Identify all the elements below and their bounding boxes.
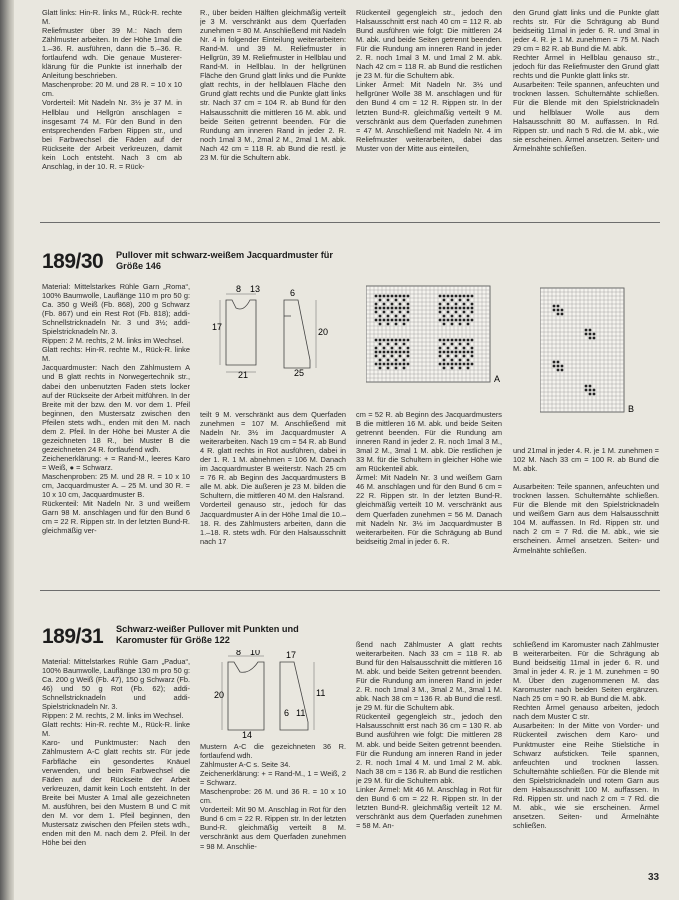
chart-stitch <box>455 339 458 342</box>
chart-stitch <box>439 347 442 350</box>
chart-stitch <box>467 351 470 354</box>
chart-stitch <box>589 337 592 340</box>
chart-stitch <box>447 355 450 358</box>
chart-stitch <box>383 355 386 358</box>
chart-stitch <box>383 311 386 314</box>
chart-stitch <box>395 315 398 318</box>
chart-stitch <box>459 299 462 302</box>
chart-stitch <box>443 351 446 354</box>
chart-stitch <box>407 339 410 342</box>
page-number: 33 <box>648 872 660 883</box>
chart-stitch <box>589 389 592 392</box>
chart-stitch <box>451 323 454 326</box>
chart-stitch <box>589 329 592 332</box>
chart-stitch <box>391 351 394 354</box>
chart-stitch <box>391 339 394 342</box>
chart-stitch <box>467 339 470 342</box>
chart-stitch <box>561 365 564 368</box>
chart-stitch <box>379 319 382 322</box>
chart-stitch <box>467 367 470 370</box>
chart-stitch <box>439 355 442 358</box>
divider-top <box>40 222 660 223</box>
chart-stitch <box>471 339 474 342</box>
chart-stitch <box>375 303 378 306</box>
s31-sch-label-2: 10 <box>250 650 261 657</box>
chart-stitch <box>471 311 474 314</box>
chart-stitch <box>447 319 450 322</box>
chart-stitch <box>443 363 446 366</box>
chart-stitch <box>589 393 592 396</box>
jacquard-chart-b <box>540 286 640 418</box>
chart-stitch <box>395 339 398 342</box>
chart-stitch <box>387 319 390 322</box>
chart-stitch <box>403 319 406 322</box>
chart-stitch <box>553 365 556 368</box>
chart-stitch <box>403 351 406 354</box>
chart-stitch <box>379 367 382 370</box>
chart-stitch <box>557 361 560 364</box>
chart-stitch <box>561 313 564 316</box>
chart-stitch <box>451 351 454 354</box>
chart-stitch <box>451 339 454 342</box>
pattern-number-30: 189/30 <box>42 250 104 273</box>
chart-stitch <box>455 347 458 350</box>
chart-stitch <box>443 343 446 346</box>
chart-stitch <box>375 363 378 366</box>
chart-stitch <box>443 339 446 342</box>
chart-stitch <box>403 307 406 310</box>
chart-stitch <box>379 323 382 326</box>
chart-stitch <box>471 347 474 350</box>
pattern-title-30: Pullover mit schwarz-weißem Jacquardmuster für Größe 146 <box>116 250 333 271</box>
chart-stitch <box>459 295 462 298</box>
chart-stitch <box>447 351 450 354</box>
chart-stitch <box>467 359 470 362</box>
chart-stitch <box>459 351 462 354</box>
chart-stitch <box>399 311 402 314</box>
chart-stitch <box>407 307 410 310</box>
chart-stitch <box>407 311 410 314</box>
s30-sch-label-3: 21 <box>238 370 249 380</box>
chart-stitch <box>455 355 458 358</box>
s31-sch-label-4: 11 <box>316 688 326 698</box>
chart-stitch <box>395 359 398 362</box>
chart-stitch <box>447 307 450 310</box>
chart-stitch <box>383 307 386 310</box>
chart-stitch <box>467 299 470 302</box>
chart-stitch <box>585 333 588 336</box>
chart-stitch <box>459 315 462 318</box>
s31-sch-label-6: 11 <box>296 708 306 718</box>
chart-stitch <box>557 305 560 308</box>
chart-stitch <box>395 363 398 366</box>
chart-stitch <box>459 363 462 366</box>
chart-stitch <box>375 311 378 314</box>
chart-stitch <box>403 295 406 298</box>
top-column-2: R., über beiden Hälften gleichmäßig verteilt je 3 M. verschränkt aus dem Querfaden zunehmen = 80 M. Anschließend mit Nadeln Nr. 4 in folgender Einteilung weiterarbeiten: Rand-M. und 39 M. Reliefmuster in Hellgrün, 39 M. Reliefmuster in Hellblau und Rand-M. in Hellblau. In der hellgrünen Fläche den Grund glatt links und die Punkte glatt rechts, in der hellblauen Fläche den Grund glatt rechts und die Punkte glatt links str. Nach 37 cm = 104 R. ab Bund für den Halsausschnitt die mittleren 16 M. abk. und beide Seiten getrennt beenden. Für die Rundung am inneren Rand in jeder 2. R. noch 1mal 3 M., 2mal 2 M., 2mal 1 M. abk. Nach 42 cm = 118 R. ab Bund die restl. je 23 M. für die Schultern abk. <box>200 8 346 162</box>
chart-stitch <box>387 343 390 346</box>
chart-stitch <box>399 355 402 358</box>
chart-stitch <box>407 351 410 354</box>
chart-stitch <box>585 385 588 388</box>
s31-sch-label-8: 14 <box>242 730 253 740</box>
chart-stitch <box>379 359 382 362</box>
chart-stitch <box>451 363 454 366</box>
chart-stitch <box>403 363 406 366</box>
chart-stitch <box>553 309 556 312</box>
chart-stitch <box>467 307 470 310</box>
chart-stitch <box>447 295 450 298</box>
pattern-number-31: 189/31 <box>42 625 104 648</box>
chart-stitch <box>593 393 596 396</box>
chart-stitch <box>395 351 398 354</box>
chart-stitch <box>451 343 454 346</box>
chart-stitch <box>447 339 450 342</box>
chart-stitch <box>459 367 462 370</box>
top-column-1: Glatt links: Hin-R. links M., Rück-R. rechte M. Reliefmuster über 39 M.: Nach dem Zählmuster arbeiten. In der Höhe 1mal die 1.–36. R. ausführen, dann die 5.–36. R. fortlaufend wdh. Die genaue Mustererklärung für die Punkte ist innerhalb der Anleitung beschrieben. Maschenprobe: 20 M. und 28 R. = 10 x 10 cm. Vorderteil: Mit Nadeln Nr. 3½ je 37 M. in Hellblau und Hellgrün anschlagen = insgesamt 74 M. Für den Bund in den entsprechenden Farben Rippen str., und bei Farbwechsel die Fäden auf der Rückseite der Arbeit verkreuzen, damit kein Loch entsteht. Nach 3 cm ab Anschlag, in der 10. R. = Rück- <box>42 8 182 171</box>
chart-stitch <box>403 359 406 362</box>
chart-stitch <box>383 339 386 342</box>
chart-stitch <box>471 355 474 358</box>
s30-column-2: teilt 9 M. verschränkt aus dem Querfaden zunehmen = 107 M. Anschließend mit Nadeln Nr. 3½ im Jacquardmuster A weiterarbeiten. Nach 19 cm = 54 R. ab Bund 4 R. glatt rechts in Rot ausführen, dabei in der 1. R. 1 M. abnehmen = 106 M. Danach im Jacquardmuster B weiterstr. Nach 25 cm = 76 R. ab Beginn des Jacquardmusters B alle M. abk. Die äußeren je 23 M. bilden die Schultern, die mittleren 40 M. den Halsrand. Vorderteil genauso str., jedoch für das Jacquardmuster A in der Höhe 1mal die 10.–18. R. des Zählmusters arbeiten, dann die 1.–18. R. stets wdh. Für den Halsausschnitt nach 17 <box>200 410 346 546</box>
top-column-3: Rückenteil gegengleich str., jedoch den Halsausschnitt erst nach 40 cm = 112 R. ab Bund ausführen wie folgt: Die mittleren 24 M. abk. und beide Seiten getrennt beenden. Für die Rundung am inneren Rand in jeder 2. R. noch 1mal 3 M. und 1mal 2 M. abk. Nach 42 cm = 118 R. ab Bund die restlichen je 23 M. für die Schultern abk. Linker Ärmel: Mit Nadeln Nr. 3½ und hellgrüner Wolle 38 M. anschlagen und für den Bund 4 cm = 12 R. Rippen str. In der letzten Bund-R. gleichmäßig verteilt 9 M. verschränkt aus dem Querfaden zunehmen = 47 M. Anschließend mit Nadeln Nr. 4 im Reliefmuster weiterarbeiten, dabei das Muster von der Mitte aus einteilen, <box>356 8 502 153</box>
chart-stitch <box>391 303 394 306</box>
chart-stitch <box>395 295 398 298</box>
chart-stitch <box>395 367 398 370</box>
s31-column-2: Mustern A-C die gezeichneten 36 R. fortlaufend wdh. Zählmuster A-C s. Seite 34. Zeichenerklärung: + = Rand-M., 1 = Weiß, 2 = Schwarz. Maschenprobe: 26 M. und 36 R. = 10 x 10 cm. Vorderteil: Mit 90 M. Anschlag in Rot für den Bund 6 cm = 22 R. Rippen str. In der letzten Bund-R. gleichmäßig verteilt 8 M. verschränkt aus dem Querfaden zunehmen = 98 M. Anschlie- <box>200 742 346 851</box>
chart-stitch <box>451 315 454 318</box>
chart-stitch <box>391 355 394 358</box>
chart-stitch <box>459 307 462 310</box>
chart-stitch <box>471 303 474 306</box>
chart-stitch <box>447 303 450 306</box>
chart-stitch <box>399 351 402 354</box>
chart-stitch <box>471 363 474 366</box>
chart-stitch <box>375 307 378 310</box>
chart-stitch <box>455 295 458 298</box>
s31-sch-label-7: 20 <box>214 690 225 700</box>
chart-b-label: B <box>628 404 635 414</box>
chart-stitch <box>451 295 454 298</box>
chart-stitch <box>557 369 560 372</box>
chart-stitch <box>399 303 402 306</box>
chart-stitch <box>471 351 474 354</box>
chart-stitch <box>387 307 390 310</box>
chart-stitch <box>443 367 446 370</box>
chart-stitch <box>403 323 406 326</box>
chart-stitch <box>451 319 454 322</box>
chart-stitch <box>407 303 410 306</box>
chart-stitch <box>463 307 466 310</box>
chart-stitch <box>399 363 402 366</box>
chart-stitch <box>467 295 470 298</box>
chart-stitch <box>557 313 560 316</box>
chart-stitch <box>557 309 560 312</box>
chart-stitch <box>391 347 394 350</box>
chart-stitch <box>439 319 442 322</box>
divider-middle <box>40 590 660 591</box>
chart-stitch <box>439 303 442 306</box>
s30-sch-label-7: 25 <box>294 368 305 378</box>
chart-stitch <box>375 339 378 342</box>
pattern-title-31: Schwarz-weißer Pullover mit Punkten und Karomuster für Größe 122 <box>116 624 299 645</box>
chart-stitch <box>379 315 382 318</box>
chart-stitch <box>403 343 406 346</box>
chart-stitch <box>383 319 386 322</box>
chart-stitch <box>447 347 450 350</box>
chart-stitch <box>379 343 382 346</box>
chart-stitch <box>553 361 556 364</box>
chart-stitch <box>463 347 466 350</box>
chart-stitch <box>471 307 474 310</box>
s31-column-3: ßend nach Zählmuster A glatt rechts weiterarbeiten. Nach 33 cm = 118 R. ab Bund für den Halsausschnitt die mittleren 16 M. abk. und beide Seiten getrennt beenden. Für die Rundung am inneren Rand in jeder 2. R. noch 1mal 3 M., 3mal 2 M., 3mal 1 M. abk. Nach 38 cm = 136 R. ab Bund die restl. je 29 M. für die Schultern abk. Rückenteil gegengleich str., jedoch den Halsausschnitt erst nach 36 cm = 130 R. ab Bund ausführen wie folgt: Die mittleren 28 M. abk. und beide Seiten getrennt beenden. Für die Rundung am inneren Rand in jeder 2. R. noch 1mal 4 M. und 1mal 2 M. abk. Nach 38 cm = 136 R. ab Bund die restlichen je 29 M. für die Schultern abk. Linker Ärmel: Mit 46 M. Anschlag in Rot für den Bund 6 cm = 22 R. Rippen str. In der letzten Bund-R. gleichmäßig verteilt 12 M. verschränkt aus dem Querfaden zunehmen = 58 M. An- <box>356 640 502 830</box>
chart-stitch <box>463 355 466 358</box>
chart-stitch <box>553 305 556 308</box>
chart-stitch <box>395 319 398 322</box>
s30-sch-label-2: 13 <box>250 284 261 294</box>
chart-stitch <box>455 363 458 366</box>
s31-sch-label-1: 8 <box>236 650 242 657</box>
book-spine <box>0 0 14 900</box>
s30-column-1: Material: Mittelstarkes Rühle Garn „Roma“, 100% Baumwolle, Lauflänge 110 m pro 50 g: Ca. 350 g Weiß (Fb. 868), 200 g Schwarz (Fb. 867) und ein Rest Rot (Fb. 818); addi-Schnellstricknadeln Nr. 3 und 3½; addi-Spielstricknadeln Nr. 3. Rippen: 2 M. rechts, 2 M. links im Wechsel. Glatt rechts: Hin-R. rechte M., Rück-R. linke M. Jacquardmuster: Nach den Zählmustern A und B glatt rechts in Norwegertechnik str., dabei den unbenutzten Faden stets locker auf der Rückseite der Arbeit mitführen. In der Breite mit der bzw. den M. vor dem 1. Pfeil beginnen, den Mustersatz zwischen den Pfeilen stets wdh., enden mit den M. nach dem 2. Pfeil. In der Höhe bei Muster A die gezeichneten 18 R., bei Muster B die gezeichneten 24 R. fortlaufend wdh. Zeichenerklärung: + = Rand-M., leeres Karo = Weiß, ● = Schwarz. Maschenproben: 25 M. und 28 R. = 10 x 10 cm, Jacquardmuster A. – 25 M. und 30 R. = 10 x 10 cm, Jacquardmuster B. Rückenteil: Mit Nadeln Nr. 3 und weißem Garn 98 M. anschlagen und für den Bund 6 cm = 22 R. Rippen str. In der letzten Bund-R. gleichmäßig ver- <box>42 282 190 536</box>
s31-sch-label-5: 6 <box>284 708 290 718</box>
chart-stitch <box>463 311 466 314</box>
chart-stitch <box>589 333 592 336</box>
s30-sch-label-6: 6 <box>290 288 296 298</box>
chart-stitch <box>391 307 394 310</box>
chart-stitch <box>387 299 390 302</box>
chart-stitch <box>451 367 454 370</box>
chart-stitch <box>391 319 394 322</box>
chart-stitch <box>403 299 406 302</box>
chart-stitch <box>467 363 470 366</box>
chart-stitch <box>407 295 410 298</box>
chart-stitch <box>403 315 406 318</box>
s30-sch-label-5: 20 <box>318 327 329 337</box>
chart-stitch <box>451 359 454 362</box>
chart-stitch <box>403 339 406 342</box>
chart-stitch <box>391 311 394 314</box>
chart-stitch <box>395 299 398 302</box>
s31-column-1: Material: Mittelstarkes Rühle Garn „Padua“, 100% Baumwolle, Lauflänge 130 m pro 50 g: Ca. 200 g Weiß (Fb. 47), 150 g Schwarz (Fb. 46) und 50 g Rot (Fb. 62); addi-Schnellstricknadeln und addi-Spielstricknadeln Nr. 3. Rippen: 2 M. rechts, 2 M. links im Wechsel. Glatt rechts: Hin-R. rechte M., Rück-R. linke M. Karo- und Punktmuster: Nach den Zählmustern A-C glatt rechts str. Für jede Farbfläche ein gesondertes Knäuel verwenden, und beim Farbwechsel die Fäden auf der Rückseite der Arbeit verkreuzen, damit kein Loch entsteht. In der Breite bei Muster A 1mal alle gezeichneten M. ausführen, bei den Mustern B und C mit den M. vor dem 1. Pfeil beginnen, den Mustersatz zwischen den Pfeilen stets wdh., enden mit den M. nach dem 2. Pfeil. In der Höhe bei den <box>42 657 190 847</box>
chart-stitch <box>407 363 410 366</box>
chart-stitch <box>585 329 588 332</box>
chart-stitch <box>463 295 466 298</box>
chart-stitch <box>443 307 446 310</box>
chart-stitch <box>463 351 466 354</box>
chart-stitch <box>407 355 410 358</box>
chart-stitch <box>439 363 442 366</box>
chart-stitch <box>399 295 402 298</box>
chart-stitch <box>443 359 446 362</box>
chart-stitch <box>403 367 406 370</box>
chart-stitch <box>459 359 462 362</box>
chart-stitch <box>471 295 474 298</box>
chart-stitch <box>439 311 442 314</box>
chart-stitch <box>439 351 442 354</box>
chart-stitch <box>379 339 382 342</box>
chart-stitch <box>447 363 450 366</box>
chart-stitch <box>399 319 402 322</box>
chart-stitch <box>455 303 458 306</box>
chart-stitch <box>459 319 462 322</box>
chart-stitch <box>467 319 470 322</box>
chart-stitch <box>399 307 402 310</box>
chart-stitch <box>447 311 450 314</box>
chart-stitch <box>375 295 378 298</box>
s30-sch-label-1: 8 <box>236 284 242 294</box>
chart-stitch <box>455 311 458 314</box>
chart-stitch <box>593 337 596 340</box>
chart-stitch <box>387 359 390 362</box>
chart-stitch <box>379 307 382 310</box>
chart-stitch <box>379 351 382 354</box>
jacquard-chart-a <box>366 284 506 390</box>
chart-stitch <box>459 343 462 346</box>
chart-stitch <box>439 295 442 298</box>
chart-stitch <box>443 295 446 298</box>
chart-stitch <box>455 307 458 310</box>
chart-stitch <box>463 339 466 342</box>
chart-stitch <box>561 309 564 312</box>
chart-stitch <box>459 323 462 326</box>
s31-column-4: schließend im Karomuster nach Zählmuster B weiterarbeiten. Für die Schrägung ab Bund beidseitig 11mal in jeder 6. R. und 3mal in jeder 4. R. je 1 M. zunehmen = 90 M. Über den zugenommenen M. das Karomuster nach beiden Seiten ergänzen. Nach 25 cm = 90 R. ab Bund die M. abk. Rechten Ärmel genauso arbeiten, jedoch nach dem Muster C str. Ausarbeiten: In der Mitte von Vorder- und Rückenteil zwischen dem Karo- und Punktmuster eine Reihe Stielstiche in Schwarz aufsticken. Teile spannen, anfeuchten und trocknen lassen. Schulternähte schließen. Für die Blende mit den Spielstricknadeln und rotem Garn aus dem Halsausschnitt 100 M. auffassen. In Rd. Rippen str. und nach 2 cm = 7 Rd. die M. abk., wie sie erscheinen. Ärmel ansetzen. Seiten- und Ärmelnähte schließen. <box>513 640 659 830</box>
chart-stitch <box>585 389 588 392</box>
chart-stitch <box>399 339 402 342</box>
s31-schematic <box>214 650 334 742</box>
chart-stitch <box>471 319 474 322</box>
chart-stitch <box>443 319 446 322</box>
chart-stitch <box>407 319 410 322</box>
chart-stitch <box>375 347 378 350</box>
chart-stitch <box>463 319 466 322</box>
chart-stitch <box>379 299 382 302</box>
chart-stitch <box>463 303 466 306</box>
s31-sch-label-3: 17 <box>286 650 297 660</box>
chart-stitch <box>391 363 394 366</box>
s30-schematic <box>206 280 331 380</box>
chart-stitch <box>439 339 442 342</box>
chart-stitch <box>395 323 398 326</box>
chart-stitch <box>375 351 378 354</box>
chart-stitch <box>399 347 402 350</box>
chart-stitch <box>383 303 386 306</box>
chart-stitch <box>387 323 390 326</box>
chart-stitch <box>455 319 458 322</box>
chart-stitch <box>463 363 466 366</box>
chart-stitch <box>395 307 398 310</box>
chart-stitch <box>451 307 454 310</box>
s30-column-4: und 21mal in jeder 4. R. je 1 M. zunehmen = 102 M. Nach 33 cm = 100 R. ab Bund die M. abk. Ausarbeiten: Teile spannen, anfeuchten und trocknen lassen. Schulternähte schließen. Für die Blende mit den Spielstricknadeln und weißem Garn aus dem Halsausschnitt 104 M. auffassen. In Rd. Rippen str. und nach 2 cm = 7 Rd. die M. abk., wie sie erscheinen. Ärmel ansetzen. Seiten- und Ärmelnähte schließen. <box>513 446 659 555</box>
chart-stitch <box>467 323 470 326</box>
chart-stitch <box>407 347 410 350</box>
chart-stitch <box>443 299 446 302</box>
chart-stitch <box>443 323 446 326</box>
chart-stitch <box>593 333 596 336</box>
chart-stitch <box>467 343 470 346</box>
s30-column-3: cm = 52 R. ab Beginn des Jacquardmusters B die mittleren 16 M. abk. und beide Seiten getrennt beenden. Für die Rundung am inneren Rand in jeder 2. R. noch 1mal 3 M., 3mal 2 M., 3mal 1 M. abk. Die restlichen je 33 M. für die Schultern in gleicher Höhe wie am Rückenteil abk. Ärmel: Mit Nadeln Nr. 3 und weißem Garn 46 M. anschlagen und für den Bund 6 cm = 22 R. Rippen str. In der letzten Bund-R. gleichmäßig verteilt 10 M. verschränkt aus dem Querfaden zunehmen = 56 M. Danach mit Nadeln Nr. 3½ im Jacquardmuster B weiterarbeiten. Für die Schrägung ab Bund beidseitig 2mal in jeder 6. R. <box>356 410 502 546</box>
chart-stitch <box>387 351 390 354</box>
chart-stitch <box>387 339 390 342</box>
chart-stitch <box>561 369 564 372</box>
chart-stitch <box>589 385 592 388</box>
chart-stitch <box>387 367 390 370</box>
chart-stitch <box>459 339 462 342</box>
chart-stitch <box>439 307 442 310</box>
chart-stitch <box>391 295 394 298</box>
chart-stitch <box>395 343 398 346</box>
chart-stitch <box>383 363 386 366</box>
chart-stitch <box>379 363 382 366</box>
s30-sch-label-4: 17 <box>212 322 223 332</box>
chart-stitch <box>383 347 386 350</box>
chart-stitch <box>455 351 458 354</box>
chart-stitch <box>379 295 382 298</box>
top-column-4: den Grund glatt links und die Punkte glatt rechts str. Für die Schrägung ab Bund beidseitig 11mal in jeder 6. R. und 3mal in jeder 4. R. je 1 M. zunehmen = 75 M. Nach 29 cm = 82 R. ab Bund die M. abk. Rechter Ärmel in Hellblau genauso str., jedoch für das Reliefmuster den Grund glatt rechts und die Punkte glatt links str. Ausarbeiten: Teile spannen, anfeuchten und trocknen lassen. Schulternähte schließen. Für die Blende mit den Spielstricknadeln und hellblauer Wolle aus dem Halsausschnitt 80 M. auffassen. In Rd. Rippen str. und nach 5 Rd. die M. abk., wie sie erscheinen. Ärmel ansetzen. Seiten- und Ärmelnähte schließen. <box>513 8 659 153</box>
chart-stitch <box>593 389 596 392</box>
chart-stitch <box>387 363 390 366</box>
chart-stitch <box>383 295 386 298</box>
chart-stitch <box>383 351 386 354</box>
chart-stitch <box>375 355 378 358</box>
chart-a-label: A <box>494 374 501 384</box>
chart-stitch <box>557 365 560 368</box>
chart-stitch <box>387 315 390 318</box>
chart-stitch <box>443 315 446 318</box>
chart-stitch <box>375 319 378 322</box>
chart-stitch <box>387 295 390 298</box>
chart-stitch <box>467 315 470 318</box>
chart-stitch <box>451 299 454 302</box>
